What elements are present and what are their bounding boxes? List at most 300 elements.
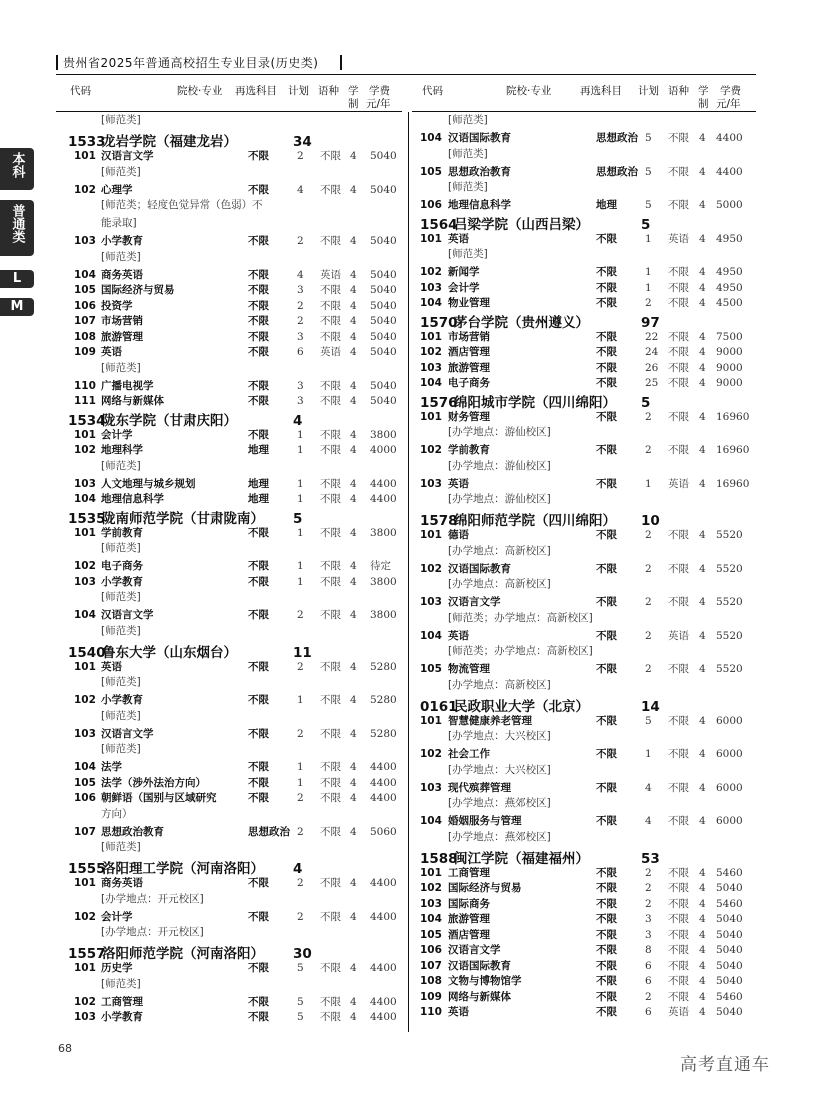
major-name: 旅游管理 bbox=[448, 913, 490, 925]
major-duration: 4 bbox=[350, 477, 357, 490]
major-fee: 5040 bbox=[370, 150, 397, 162]
major-lang: 英语 bbox=[668, 629, 689, 642]
school-code: 0161 bbox=[420, 698, 458, 715]
major-fee: 9000 bbox=[716, 377, 743, 389]
tab-general[interactable] bbox=[0, 200, 34, 256]
major-name: 英语 bbox=[448, 1006, 469, 1018]
major-subject: 不限 bbox=[596, 297, 617, 309]
major-fee: 3800 bbox=[370, 526, 397, 539]
note-text: [师范类；办学地点：高新校区] bbox=[448, 645, 593, 657]
major-subject: 不限 bbox=[596, 529, 617, 541]
school-name: 绵阳师范学院（四川绵阳） bbox=[454, 513, 616, 529]
major-lang: 不限 bbox=[320, 962, 341, 974]
major-code: 101 bbox=[74, 962, 96, 974]
major-fee: 4950 bbox=[716, 266, 743, 278]
column-divider bbox=[408, 112, 409, 1032]
major-plan: 2 bbox=[297, 910, 304, 923]
major-subject: 不限 bbox=[248, 792, 269, 804]
school-plan: 30 bbox=[293, 946, 312, 962]
major-lang: 不限 bbox=[668, 944, 689, 956]
major-duration: 4 bbox=[699, 132, 706, 144]
major-name: 新闻学 bbox=[448, 266, 480, 278]
major-duration: 4 bbox=[350, 825, 357, 838]
major-code: 101 bbox=[420, 714, 442, 727]
major-fee: 16960 bbox=[716, 444, 750, 456]
column-headers-right bbox=[408, 83, 760, 113]
major-name: 小学教育 bbox=[101, 575, 143, 588]
col-duration-2: 制 bbox=[348, 98, 359, 110]
major-lang: 不限 bbox=[320, 660, 341, 673]
major-plan: 1 bbox=[645, 266, 652, 278]
major-duration: 4 bbox=[699, 663, 706, 675]
major-code: 106 bbox=[420, 944, 442, 956]
major-name: 德语 bbox=[448, 529, 469, 541]
note-text: [师范类] bbox=[101, 676, 141, 688]
major-subject: 不限 bbox=[248, 395, 269, 407]
major-fee: 4400 bbox=[370, 995, 397, 1008]
major-plan: 4 bbox=[645, 781, 652, 794]
col-code: 代码 bbox=[70, 85, 91, 97]
school-name: 绵阳城市学院（四川绵阳） bbox=[454, 394, 616, 411]
major-lang: 不限 bbox=[320, 761, 341, 773]
tab-l[interactable] bbox=[0, 270, 34, 288]
major-code: 110 bbox=[74, 379, 96, 392]
major-fee: 4400 bbox=[370, 761, 397, 773]
major-lang: 不限 bbox=[668, 959, 689, 972]
school-code: 1564 bbox=[420, 216, 458, 233]
major-lang: 不限 bbox=[320, 150, 341, 162]
tab-m-label: M bbox=[10, 299, 24, 314]
major-code: 108 bbox=[74, 330, 96, 343]
major-lang: 英语 bbox=[668, 232, 689, 245]
major-subject: 不限 bbox=[596, 281, 617, 294]
major-duration: 4 bbox=[699, 361, 706, 374]
major-lang: 英语 bbox=[320, 346, 341, 358]
major-duration: 4 bbox=[350, 284, 357, 296]
col-subject: 再选科目 bbox=[580, 85, 622, 97]
tab-m[interactable] bbox=[0, 298, 34, 316]
major-plan: 3 bbox=[645, 928, 652, 941]
major-plan: 1 bbox=[297, 694, 304, 706]
school-code: 1535 bbox=[68, 510, 106, 527]
major-duration: 4 bbox=[350, 877, 357, 889]
school-plan: 11 bbox=[293, 644, 312, 661]
major-fee: 5040 bbox=[370, 346, 397, 358]
major-plan: 5 bbox=[645, 132, 652, 144]
major-name: 学前教育 bbox=[448, 444, 490, 456]
col-fee: 学费 bbox=[369, 85, 390, 97]
major-lang: 不限 bbox=[668, 132, 689, 144]
major-code: 105 bbox=[420, 165, 442, 178]
major-name: 法学 bbox=[101, 761, 122, 773]
note-text: 能录取] bbox=[101, 217, 137, 229]
major-lang: 不限 bbox=[320, 995, 341, 1008]
major-code: 105 bbox=[74, 776, 96, 789]
major-subject: 不限 bbox=[596, 377, 617, 389]
major-plan: 1 bbox=[297, 575, 304, 588]
note-text: [师范类] bbox=[101, 114, 141, 126]
major-name: 小学教育 bbox=[101, 1011, 143, 1023]
note-text: [师范类] bbox=[448, 248, 488, 260]
school-plan: 14 bbox=[641, 698, 660, 715]
school-code: 1533 bbox=[68, 134, 106, 150]
major-duration: 4 bbox=[699, 281, 706, 294]
major-fee: 9000 bbox=[716, 346, 743, 358]
note-text: [师范类] bbox=[101, 841, 141, 853]
major-duration: 4 bbox=[699, 330, 706, 343]
major-duration: 4 bbox=[699, 377, 706, 389]
major-lang: 不限 bbox=[668, 663, 689, 675]
major-fee: 6000 bbox=[716, 781, 743, 794]
major-subject: 不限 bbox=[596, 928, 617, 941]
col-duration-2: 制 bbox=[698, 98, 709, 110]
major-name: 小学教育 bbox=[101, 235, 143, 247]
major-name: 思想政治教育 bbox=[448, 165, 511, 178]
major-code: 103 bbox=[420, 281, 442, 294]
major-plan: 4 bbox=[297, 183, 304, 196]
major-code: 106 bbox=[74, 792, 96, 804]
major-lang: 不限 bbox=[668, 562, 689, 575]
major-fee: 4000 bbox=[370, 444, 397, 456]
major-subject: 不限 bbox=[248, 346, 269, 358]
major-subject: 思想政治 bbox=[248, 825, 290, 838]
major-subject: 不限 bbox=[596, 944, 617, 956]
major-lang: 不限 bbox=[320, 825, 341, 838]
major-duration: 4 bbox=[350, 910, 357, 923]
school-plan: 34 bbox=[293, 134, 312, 150]
note-text: [办学地点：大兴校区] bbox=[448, 763, 551, 776]
major-duration: 4 bbox=[699, 297, 706, 309]
major-duration: 4 bbox=[699, 444, 706, 456]
major-code: 101 bbox=[74, 877, 96, 889]
major-fee: 5040 bbox=[370, 235, 397, 247]
major-plan: 6 bbox=[645, 959, 652, 972]
header-bar-left bbox=[56, 55, 58, 70]
major-subject: 地理 bbox=[248, 493, 269, 505]
major-subject: 地理 bbox=[248, 477, 269, 490]
major-duration: 4 bbox=[699, 913, 706, 925]
major-subject: 不限 bbox=[596, 815, 617, 827]
note-text: [办学地点：燕郊校区] bbox=[448, 830, 551, 843]
major-subject: 不限 bbox=[248, 609, 269, 621]
major-plan: 1 bbox=[297, 761, 304, 773]
major-name: 英语 bbox=[448, 477, 469, 490]
major-name: 国际经济与贸易 bbox=[448, 882, 522, 894]
major-duration: 4 bbox=[350, 395, 357, 407]
major-name: 物流管理 bbox=[448, 663, 490, 675]
major-lang: 不限 bbox=[320, 235, 341, 247]
major-fee: 4400 bbox=[370, 962, 397, 974]
note-text: [办学地点：游仙校区] bbox=[448, 459, 551, 472]
major-subject: 不限 bbox=[248, 315, 269, 327]
major-code: 103 bbox=[74, 1011, 96, 1023]
major-duration: 4 bbox=[699, 781, 706, 794]
major-lang: 不限 bbox=[668, 897, 689, 910]
major-subject: 不限 bbox=[596, 346, 617, 358]
major-lang: 不限 bbox=[668, 596, 689, 608]
major-subject: 不限 bbox=[248, 284, 269, 296]
major-subject: 不限 bbox=[248, 526, 269, 539]
major-code: 109 bbox=[74, 346, 96, 358]
major-fee: 5040 bbox=[716, 882, 743, 894]
col-fee-2: 元/年 bbox=[716, 98, 741, 110]
tab-general-label: 普通类 bbox=[9, 204, 25, 243]
major-subject: 不限 bbox=[248, 379, 269, 392]
major-lang: 不限 bbox=[668, 281, 689, 294]
school-name: 洛阳理工学院（河南洛阳） bbox=[102, 861, 264, 877]
major-subject: 不限 bbox=[248, 761, 269, 773]
note-text: [师范类] bbox=[101, 624, 141, 637]
major-fee: 3800 bbox=[370, 575, 397, 588]
school-name: 茅台学院（贵州遵义） bbox=[454, 314, 589, 331]
note-text: [师范类] bbox=[101, 591, 141, 603]
major-plan: 5 bbox=[645, 199, 652, 211]
major-duration: 4 bbox=[350, 776, 357, 789]
major-fee: 5040 bbox=[716, 913, 743, 925]
major-duration: 4 bbox=[350, 493, 357, 505]
major-plan: 1 bbox=[297, 526, 304, 539]
major-name: 社会工作 bbox=[448, 748, 490, 760]
major-name: 英语 bbox=[448, 232, 469, 245]
major-plan: 26 bbox=[645, 361, 659, 374]
major-duration: 4 bbox=[699, 1006, 706, 1018]
major-name: 酒店管理 bbox=[448, 928, 490, 941]
major-code: 102 bbox=[74, 183, 96, 196]
major-duration: 4 bbox=[699, 975, 706, 987]
major-lang: 不限 bbox=[668, 361, 689, 374]
tab-l-label: L bbox=[12, 271, 22, 286]
major-lang: 不限 bbox=[320, 330, 341, 343]
major-code: 107 bbox=[420, 959, 442, 972]
major-lang: 不限 bbox=[320, 395, 341, 407]
header-rule bbox=[56, 74, 756, 75]
school-name: 吕梁学院（山西吕梁） bbox=[454, 216, 589, 233]
major-code: 111 bbox=[74, 395, 96, 407]
major-subject: 不限 bbox=[248, 995, 269, 1008]
major-code: 104 bbox=[420, 913, 442, 925]
major-lang: 不限 bbox=[320, 877, 341, 889]
major-lang: 不限 bbox=[668, 714, 689, 727]
major-name: 汉语言文学 bbox=[448, 944, 501, 956]
major-lang: 不限 bbox=[668, 410, 689, 423]
major-code: 103 bbox=[420, 897, 442, 910]
major-fee: 5040 bbox=[370, 330, 397, 343]
major-duration: 4 bbox=[350, 183, 357, 196]
major-subject: 不限 bbox=[596, 444, 617, 456]
major-plan: 8 bbox=[645, 944, 652, 956]
note-text: [办学地点：开元校区] bbox=[101, 892, 204, 905]
major-duration: 4 bbox=[350, 962, 357, 974]
major-duration: 4 bbox=[350, 444, 357, 456]
major-plan: 2 bbox=[297, 660, 304, 673]
school-name: 陇南师范学院（甘肃陇南） bbox=[102, 510, 264, 527]
major-code: 102 bbox=[74, 995, 96, 1008]
major-lang: 不限 bbox=[320, 493, 341, 505]
major-name: 汉语言文学 bbox=[101, 150, 154, 162]
major-code: 103 bbox=[420, 361, 442, 374]
col-code: 代码 bbox=[422, 85, 443, 97]
major-code: 102 bbox=[74, 910, 96, 923]
major-fee: 5520 bbox=[716, 529, 743, 541]
major-subject: 不限 bbox=[248, 727, 269, 740]
major-subject: 地理 bbox=[596, 199, 617, 211]
major-plan: 24 bbox=[645, 346, 659, 358]
major-lang: 不限 bbox=[668, 748, 689, 760]
major-name: 人文地理与城乡规划 bbox=[101, 477, 196, 490]
major-duration: 4 bbox=[350, 609, 357, 621]
major-code: 104 bbox=[74, 268, 96, 281]
major-subject: 思想政治 bbox=[596, 132, 638, 144]
major-duration: 4 bbox=[699, 748, 706, 760]
major-code: 102 bbox=[74, 560, 96, 572]
major-subject: 地理 bbox=[248, 444, 269, 456]
major-code: 104 bbox=[74, 761, 96, 773]
note-text: [师范类；轻度色觉异常（色弱）不 bbox=[101, 199, 263, 211]
major-duration: 4 bbox=[699, 928, 706, 941]
col-school-major: 院校·专业 bbox=[177, 85, 223, 97]
major-fee: 4400 bbox=[370, 792, 397, 804]
major-subject: 不限 bbox=[596, 596, 617, 608]
major-code: 107 bbox=[74, 315, 96, 327]
major-plan: 2 bbox=[297, 877, 304, 889]
major-code: 103 bbox=[74, 477, 96, 490]
note-text: [师范类] bbox=[101, 743, 141, 755]
major-subject: 不限 bbox=[248, 235, 269, 247]
major-name: 历史学 bbox=[101, 962, 133, 974]
major-lang: 不限 bbox=[668, 866, 689, 879]
major-lang: 不限 bbox=[668, 815, 689, 827]
major-duration: 4 bbox=[699, 562, 706, 575]
major-duration: 4 bbox=[350, 315, 357, 327]
major-code: 102 bbox=[420, 748, 442, 760]
major-plan: 2 bbox=[645, 529, 652, 541]
major-subject: 不限 bbox=[596, 959, 617, 972]
major-code: 103 bbox=[74, 235, 96, 247]
tab-undergrad[interactable] bbox=[0, 148, 34, 190]
major-fee: 5040 bbox=[370, 379, 397, 392]
school-name: 鲁东大学（山东烟台） bbox=[102, 644, 237, 661]
major-fee: 4400 bbox=[370, 776, 397, 789]
note-text: [师范类] bbox=[448, 114, 488, 126]
school-plan: 4 bbox=[293, 861, 303, 877]
major-plan: 5 bbox=[645, 165, 652, 178]
major-name: 网络与新媒体 bbox=[448, 990, 511, 1003]
major-code: 107 bbox=[74, 825, 96, 838]
major-fee: 5040 bbox=[716, 928, 743, 941]
major-plan: 2 bbox=[297, 315, 304, 327]
major-lang: 不限 bbox=[668, 266, 689, 278]
school-code: 1540 bbox=[68, 644, 106, 661]
major-name: 英语 bbox=[101, 660, 122, 673]
major-fee: 5040 bbox=[716, 959, 743, 972]
major-name: 思想政治教育 bbox=[101, 825, 164, 838]
major-plan: 1 bbox=[297, 444, 304, 456]
major-fee: 5040 bbox=[716, 944, 743, 956]
major-name: 现代殡葬管理 bbox=[448, 781, 511, 794]
major-subject: 不限 bbox=[596, 975, 617, 987]
major-fee: 5520 bbox=[716, 596, 743, 608]
major-subject: 不限 bbox=[248, 183, 269, 196]
note-text: [办学地点：开元校区] bbox=[101, 926, 204, 938]
major-code: 103 bbox=[420, 596, 442, 608]
major-subject: 不限 bbox=[596, 990, 617, 1003]
major-name: 电子商务 bbox=[101, 560, 143, 572]
major-plan: 2 bbox=[645, 629, 652, 642]
major-plan: 2 bbox=[297, 727, 304, 740]
note-text: [师范类] bbox=[448, 147, 488, 160]
major-code: 108 bbox=[420, 975, 442, 987]
major-code: 101 bbox=[74, 428, 96, 441]
col-lang: 语种 bbox=[318, 85, 339, 97]
major-code: 105 bbox=[420, 663, 442, 675]
note-text: [师范类] bbox=[101, 542, 141, 554]
major-fee: 4400 bbox=[370, 877, 397, 889]
major-fee: 6000 bbox=[716, 815, 743, 827]
major-code: 103 bbox=[74, 727, 96, 740]
major-plan: 1 bbox=[297, 428, 304, 441]
major-fee: 16960 bbox=[716, 477, 750, 490]
major-lang: 英语 bbox=[668, 477, 689, 490]
major-plan: 5 bbox=[645, 714, 652, 727]
major-name: 法学（涉外法治方向） bbox=[101, 776, 206, 789]
major-fee: 3800 bbox=[370, 609, 397, 621]
major-subject: 不限 bbox=[248, 560, 269, 572]
major-duration: 4 bbox=[699, 866, 706, 879]
col-duration: 学 bbox=[348, 85, 359, 97]
major-duration: 4 bbox=[699, 959, 706, 972]
major-code: 102 bbox=[74, 694, 96, 706]
major-subject: 不限 bbox=[596, 1006, 617, 1018]
school-name: 龙岩学院（福建龙岩） bbox=[102, 134, 237, 150]
major-plan: 1 bbox=[645, 232, 652, 245]
page-header bbox=[56, 54, 336, 74]
school-plan: 53 bbox=[641, 850, 660, 867]
major-name: 市场营销 bbox=[101, 315, 143, 327]
major-duration: 4 bbox=[699, 897, 706, 910]
major-plan: 6 bbox=[297, 346, 304, 358]
major-lang: 不限 bbox=[320, 284, 341, 296]
major-plan: 1 bbox=[297, 477, 304, 490]
major-lang: 不限 bbox=[668, 990, 689, 1003]
major-duration: 4 bbox=[699, 596, 706, 608]
major-duration: 4 bbox=[699, 232, 706, 245]
major-plan: 2 bbox=[645, 990, 652, 1003]
major-duration: 4 bbox=[350, 235, 357, 247]
major-subject: 不限 bbox=[596, 714, 617, 727]
major-lang: 不限 bbox=[320, 609, 341, 621]
note-text: 方向） bbox=[101, 807, 133, 820]
school-plan: 97 bbox=[641, 314, 660, 331]
major-name: 工商管理 bbox=[448, 866, 490, 879]
major-name: 旅游管理 bbox=[448, 361, 490, 374]
major-fee: 5520 bbox=[716, 629, 743, 642]
major-name: 汉语国际教育 bbox=[448, 562, 511, 575]
major-subject: 不限 bbox=[596, 361, 617, 374]
school-code: 1570 bbox=[420, 314, 458, 331]
major-duration: 4 bbox=[350, 150, 357, 162]
major-duration: 4 bbox=[350, 1011, 357, 1023]
major-code: 104 bbox=[74, 609, 96, 621]
major-plan: 1 bbox=[645, 281, 652, 294]
major-code: 101 bbox=[420, 410, 442, 423]
major-duration: 4 bbox=[699, 714, 706, 727]
major-subject: 不限 bbox=[596, 330, 617, 343]
major-subject: 不限 bbox=[596, 629, 617, 642]
major-lang: 不限 bbox=[320, 379, 341, 392]
major-plan: 2 bbox=[645, 410, 652, 423]
major-lang: 不限 bbox=[668, 199, 689, 211]
major-lang: 不限 bbox=[320, 444, 341, 456]
